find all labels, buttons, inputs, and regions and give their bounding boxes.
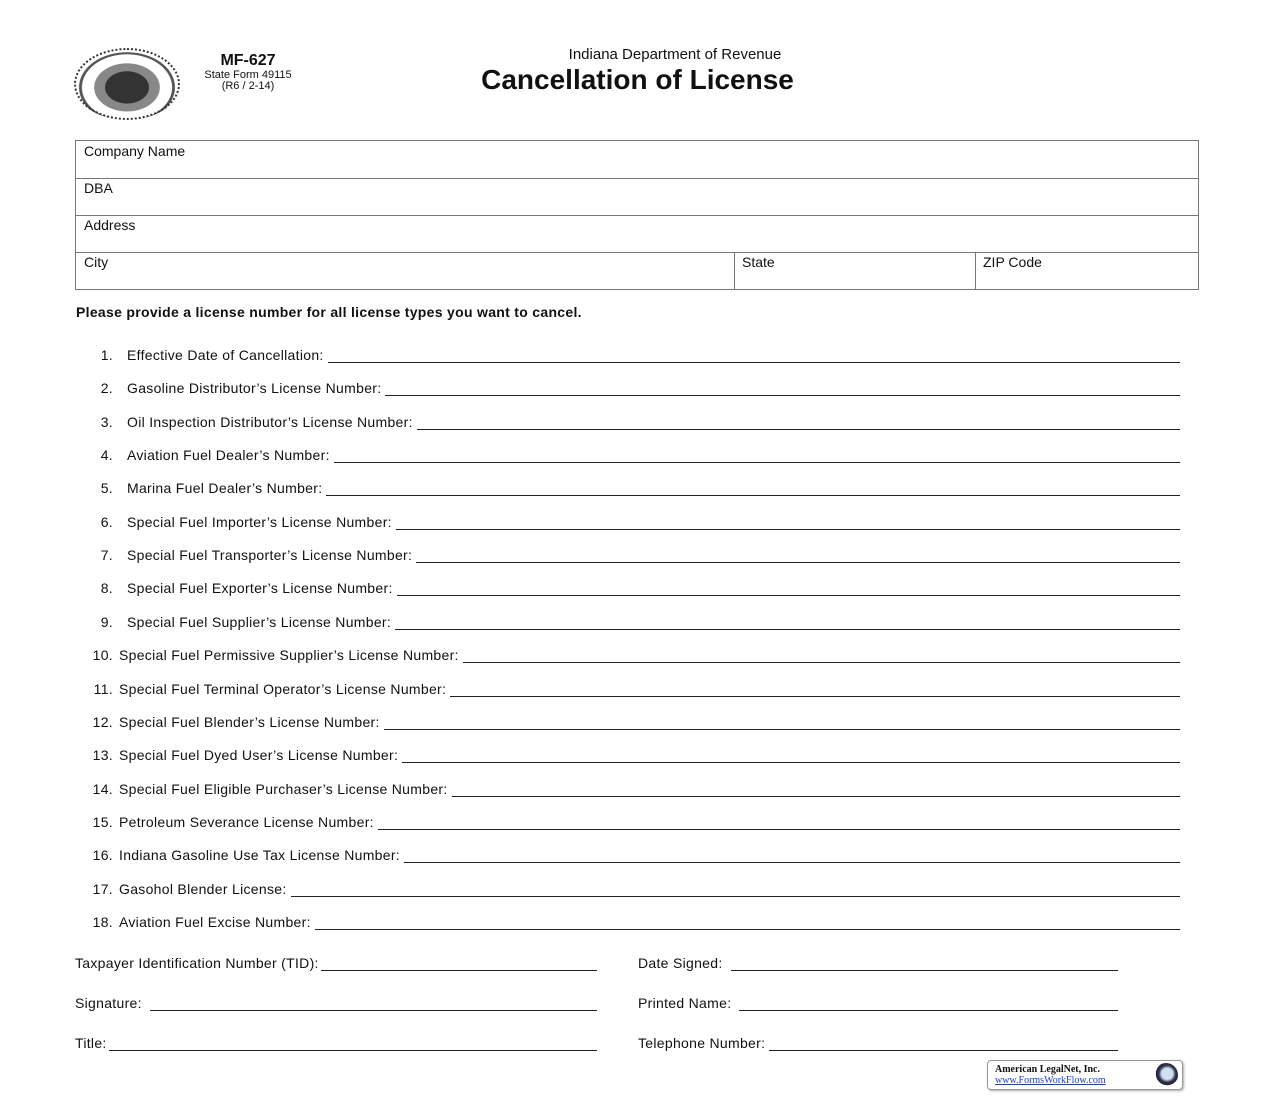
item-number: 8. — [100, 580, 113, 597]
item-input-line[interactable] — [291, 884, 1180, 897]
item-number: 11. — [93, 680, 113, 697]
item-label: Aviation Fuel Excise Number: — [119, 913, 311, 930]
item-number: 15. — [92, 813, 113, 830]
item-input-line[interactable] — [450, 684, 1180, 697]
item-number: 14. — [92, 780, 113, 797]
license-item-14[interactable] — [75, 781, 1180, 797]
item-input-line[interactable] — [385, 383, 1180, 396]
license-item-18[interactable] — [75, 914, 1180, 930]
signature-field[interactable] — [75, 995, 597, 1011]
item-number: 12. — [92, 713, 113, 730]
printed-name-field[interactable] — [638, 995, 1118, 1011]
item-number: 7. — [100, 547, 113, 564]
item-input-line[interactable] — [334, 450, 1180, 463]
state-label: State — [742, 254, 775, 270]
item-number: 10. — [92, 647, 113, 664]
date-signed-label: Date Signed: — [638, 955, 723, 971]
license-item-15[interactable] — [75, 814, 1180, 830]
state-seal-logo — [74, 48, 180, 120]
item-number: 17. — [92, 880, 113, 897]
item-input-line[interactable] — [397, 583, 1180, 596]
license-item-3[interactable] — [75, 414, 1180, 430]
item-number: 3. — [100, 413, 113, 430]
license-item-9[interactable] — [75, 614, 1180, 630]
tid-label: Taxpayer Identification Number (TID): — [75, 955, 319, 971]
license-item-10[interactable] — [75, 647, 1180, 663]
license-item-2[interactable] — [75, 380, 1180, 396]
address-field[interactable] — [76, 215, 1198, 253]
zip-label: ZIP Code — [983, 254, 1042, 270]
state-form-number: State Form 49115 — [204, 69, 292, 81]
instructions: Please provide a license number for all license types you want to cancel. — [76, 304, 582, 320]
item-label: Gasoline Distributor’s License Number: — [127, 380, 382, 397]
item-number: 16. — [92, 847, 113, 864]
license-item-6[interactable] — [75, 514, 1180, 530]
tid-field[interactable] — [75, 955, 597, 971]
item-label: Special Fuel Eligible Purchaser’s License Number: — [119, 780, 448, 797]
item-label: Gasohol Blender License: — [119, 880, 287, 897]
item-label: Petroleum Severance License Number: — [119, 813, 374, 830]
item-label: Special Fuel Exporter’s License Number: — [127, 580, 393, 597]
zip-field[interactable] — [975, 252, 1198, 290]
item-input-line[interactable] — [452, 784, 1180, 797]
item-label: Effective Date of Cancellation: — [127, 347, 324, 363]
date-signed-field[interactable] — [638, 955, 1118, 971]
item-number: 1. — [100, 347, 113, 363]
license-item-16[interactable] — [75, 847, 1180, 863]
dba-label: DBA — [84, 180, 113, 196]
signature-label: Signature: — [75, 995, 142, 1011]
license-item-8[interactable] — [75, 580, 1180, 596]
item-label: Special Fuel Blender’s License Number: — [119, 713, 380, 730]
item-input-line[interactable] — [404, 850, 1180, 863]
item-label: Aviation Fuel Dealer’s Number: — [127, 447, 330, 464]
item-input-line[interactable] — [315, 917, 1180, 930]
item-label: Special Fuel Dyed User’s License Number: — [119, 747, 399, 764]
item-label: Special Fuel Supplier’s License Number: — [127, 613, 392, 630]
license-item-7[interactable] — [75, 547, 1180, 563]
item-input-line[interactable] — [395, 617, 1180, 630]
city-field[interactable] — [76, 252, 735, 290]
globe-icon — [1154, 1063, 1178, 1087]
department-name: Indiana Department of Revenue — [568, 46, 782, 63]
state-field[interactable] — [734, 252, 976, 290]
title-label: Title: — [75, 1035, 107, 1051]
item-input-line[interactable] — [326, 483, 1180, 496]
license-item-13[interactable] — [75, 747, 1180, 763]
item-label: Indiana Gasoline Use Tax License Number: — [119, 847, 401, 864]
company-info-table — [75, 140, 1199, 290]
company-name-field[interactable] — [76, 141, 1198, 179]
item-label: Oil Inspection Distributor’s License Number: — [127, 413, 413, 430]
printed-name-label: Printed Name: — [638, 995, 732, 1011]
item-number: 5. — [100, 480, 113, 497]
item-input-line[interactable] — [384, 717, 1180, 730]
logo-company: American LegalNet, Inc. — [995, 1064, 1100, 1075]
form-revision: (R6 / 2-14) — [221, 80, 275, 92]
license-item-4[interactable] — [75, 447, 1180, 463]
license-item-1[interactable] — [75, 347, 1180, 363]
item-input-line[interactable] — [463, 650, 1180, 663]
company-name-label: Company Name — [84, 143, 186, 159]
license-item-11[interactable] — [75, 681, 1180, 697]
telephone-label: Telephone Number: — [638, 1035, 766, 1051]
license-item-12[interactable] — [75, 714, 1180, 730]
item-input-line[interactable] — [416, 550, 1180, 563]
american-legalnet-logo[interactable] — [987, 1060, 1183, 1090]
item-label: Special Fuel Transporter’s License Number: — [127, 547, 413, 564]
item-label: Special Fuel Terminal Operator’s License Number: — [119, 680, 447, 697]
item-input-line[interactable] — [402, 750, 1180, 763]
item-number: 6. — [100, 513, 113, 530]
address-label: Address — [84, 217, 136, 233]
dba-field[interactable] — [76, 178, 1198, 216]
item-input-line[interactable] — [378, 817, 1180, 830]
item-label: Marina Fuel Dealer’s Number: — [127, 480, 323, 497]
city-label: City — [84, 254, 109, 270]
item-number: 18. — [92, 913, 113, 930]
item-number: 9. — [100, 613, 113, 630]
item-number: 2. — [100, 380, 113, 397]
title-field[interactable] — [75, 1035, 597, 1051]
form-title: Cancellation of License — [481, 64, 794, 95]
license-item-17[interactable] — [75, 881, 1180, 897]
item-input-line[interactable] — [328, 350, 1180, 363]
item-number: 4. — [100, 447, 113, 464]
item-input-line[interactable] — [396, 517, 1180, 530]
item-input-line[interactable] — [417, 417, 1180, 430]
logo-url-link[interactable]: www.FormsWorkFlow.com — [995, 1075, 1106, 1086]
form-number: MF-627 — [220, 52, 276, 69]
telephone-field[interactable] — [638, 1035, 1118, 1051]
item-label: Special Fuel Importer’s License Number: — [127, 513, 392, 530]
license-item-5[interactable] — [75, 480, 1180, 496]
item-number: 13. — [92, 747, 113, 764]
item-label: Special Fuel Permissive Supplier’s License Number: — [119, 647, 459, 664]
